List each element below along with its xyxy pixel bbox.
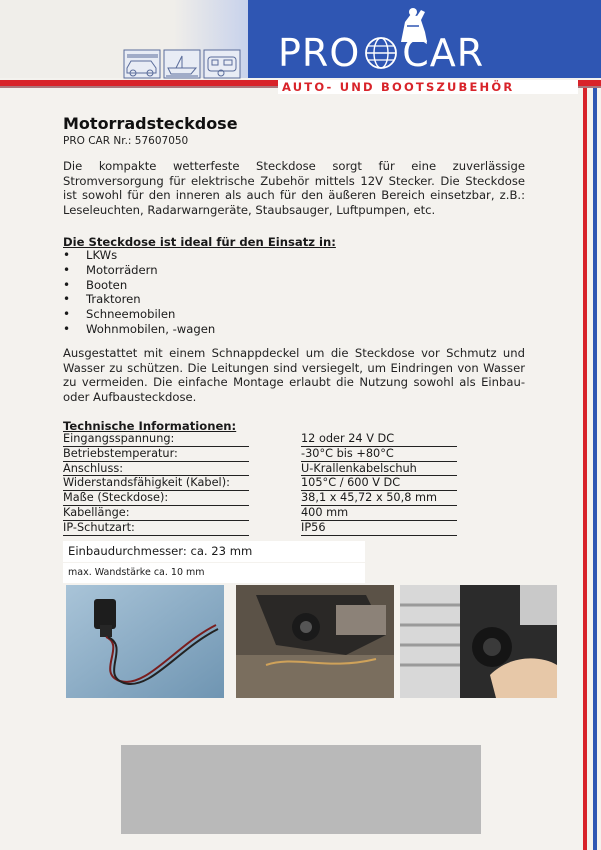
list-item: • Traktoren	[63, 292, 215, 307]
ideal-list	[63, 248, 215, 337]
car-icon	[124, 50, 160, 78]
list-item: • Wohnmobilen, -wagen	[63, 322, 215, 337]
globe-icon	[364, 36, 398, 70]
product-photo-installation	[400, 585, 557, 698]
right-blue-stripe	[593, 88, 597, 850]
right-red-stripe	[583, 88, 587, 850]
table-row	[63, 506, 457, 521]
spec-value: 400 mm	[301, 506, 457, 521]
table-row	[63, 476, 457, 491]
spec-label: Kabellänge:	[63, 506, 249, 521]
spec-label: Anschluss:	[63, 462, 249, 477]
spec-value: U-Krallenkabelschuh	[301, 462, 457, 477]
table-row	[63, 447, 457, 462]
spec-label: Widerstandsfähigkeit (Kabel):	[63, 476, 249, 491]
tech-table	[63, 432, 457, 536]
table-row	[63, 491, 457, 506]
spec-value: -30°C bis +80°C	[301, 447, 457, 462]
list-item: • LKWs	[63, 248, 215, 263]
spec-label: IP-Schutzart:	[63, 521, 249, 536]
brand-logo	[278, 31, 485, 75]
diameter-note: Einbaudurchmesser: ca. 23 mm	[63, 541, 365, 562]
brand-car: CAR	[402, 31, 485, 75]
product-number: PRO CAR Nr.: 57607050	[63, 135, 189, 147]
spec-value: 38,1 x 45,72 x 50,8 mm	[301, 491, 457, 506]
features-paragraph: Ausgestattet mit einem Schnappdeckel um die Steckdose vor Schmutz und Wasser zu schützen. Die Leitungen sind versiegelt, um Eindringen von Wasser zu vermeiden. Die einfache Montage erlaubt die Nutzung sowohl als Einbau- oder Aufbausteckdose.	[63, 346, 525, 404]
spec-label: Eingangsspannung:	[63, 432, 249, 447]
table-row	[63, 462, 457, 477]
caravan-icon	[204, 50, 240, 78]
product-photo-motorcycle	[236, 585, 394, 698]
spec-value: 105°C / 600 V DC	[301, 476, 457, 491]
intro-paragraph: Die kompakte wetterfeste Steckdose sorgt für eine zuverlässige Stromversorgung für elektrische Zubehör mittels 12V Stecker. Die Steckdose ist sowohl für den inneren als auch für den äußeren Bereich einsetzbar, z.B.: Leseleuchten, Radarwarngeräte, Staubsauger, Luftpumpen, etc.	[63, 159, 525, 217]
product-photo-socket	[66, 585, 224, 698]
list-item: • Schneemobilen	[63, 307, 215, 322]
spec-value: 12 oder 24 V DC	[301, 432, 457, 447]
table-row	[63, 521, 457, 536]
grey-placeholder-box	[121, 745, 481, 834]
tech-heading: Technische Informationen:	[63, 419, 237, 433]
vehicle-icons	[118, 48, 248, 80]
boat-icon	[164, 50, 200, 78]
spec-label: Betriebstemperatur:	[63, 447, 249, 462]
product-title: Motorradsteckdose	[63, 114, 238, 133]
wall-thickness-note: max. Wandstärke ca. 10 mm	[63, 563, 365, 583]
list-item: • Booten	[63, 278, 215, 293]
table-row	[63, 432, 457, 447]
spec-value: IP56	[301, 521, 457, 536]
list-item: • Motorrädern	[63, 263, 215, 278]
brand-pro: PRO	[278, 31, 361, 75]
ideal-heading: Die Steckdose ist ideal für den Einsatz in:	[63, 235, 336, 249]
spec-label: Maße (Steckdose):	[63, 491, 249, 506]
brand-tagline: AUTO- UND BOOTSZUBEHÖR	[278, 80, 578, 94]
